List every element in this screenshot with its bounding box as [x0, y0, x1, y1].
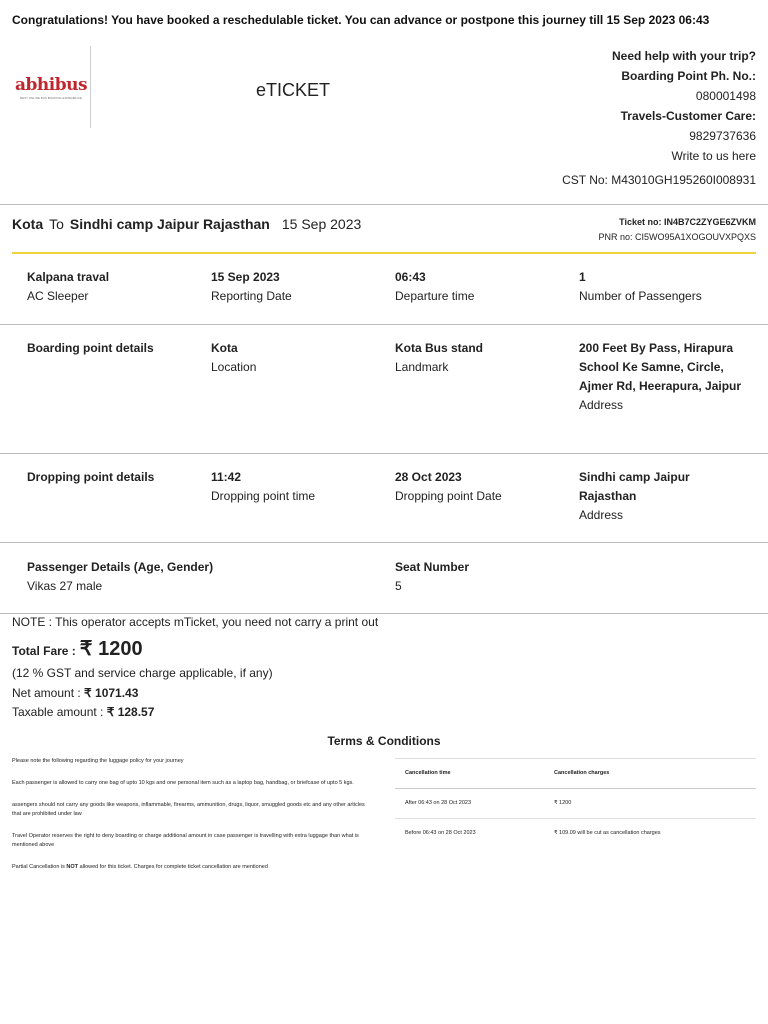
table-header: [395, 758, 756, 789]
policy-line: assengers should not carry any goods like weapons, inflammable, firearms, ammunition, drugs, liquor, smuggled goods etc and any other articles that are prohibited under law: [12, 802, 365, 817]
reporting-date-label: Reporting Date: [211, 289, 292, 303]
dropping-time-label: Dropping point time: [211, 489, 316, 503]
divider: [0, 542, 768, 543]
boarding-location: Kota: [211, 341, 238, 355]
taxable-amount: [12, 705, 154, 719]
page-title: eTICKET: [256, 80, 331, 100]
table-row: [395, 819, 756, 848]
total-fare-label: Total Fare :: [12, 644, 76, 658]
divider: [0, 453, 768, 454]
route-from: Kota: [12, 216, 44, 232]
route-summary: [12, 216, 361, 232]
passenger-count: 1: [579, 270, 586, 284]
dropping-time: 11:42: [211, 470, 242, 484]
help-panel: [562, 46, 756, 190]
partial-not: NOT: [66, 864, 79, 870]
seat-number: 5: [395, 579, 402, 593]
partial-cancellation-note: [12, 863, 374, 872]
route-to: Sindhi camp Jaipur Rajasthan: [69, 216, 270, 232]
policy-line: Each passenger is allowed to carry one bag of upto 10 kgs and one personal item such as a laptop bag, handbag, or briefcase of upto 5 kgs.: [12, 780, 354, 786]
boarding-phone[interactable]: 080001498: [695, 89, 756, 103]
ticket-number: IN4B7C2ZYGE6ZVKM: [663, 217, 756, 227]
boarding-address-label: Address: [579, 398, 624, 412]
boarding-phone-label: Boarding Point Ph. No.:: [621, 69, 756, 83]
help-heading: Need help with your trip?: [611, 49, 756, 63]
boarding-landmark: Kota Bus stand: [395, 341, 484, 355]
route-date: 15 Sep 2023: [281, 216, 362, 232]
customer-care-label: Travels-Customer Care:: [620, 109, 756, 123]
reschedule-banner: Congratulations! You have booked a reschedulable ticket. You can advance or postpone this journey till 15 Sep 2023 06:43: [12, 13, 710, 27]
dropping-address-label: Address: [579, 508, 624, 522]
table-row: [395, 789, 756, 819]
taxable-amount-value: ₹ 128.57: [106, 705, 155, 719]
write-to-us-link[interactable]: Write to us here: [671, 149, 756, 163]
dropping-date: 28 Oct 2023: [395, 470, 462, 484]
policy-line: Travel Operator reserves the right to deny boarding or charge additional amount in case passenger is travelling with extra luggage than what is mentioned above: [12, 833, 359, 848]
departure-time: 06:43: [395, 270, 426, 284]
route-to-word: To: [49, 216, 64, 232]
divider: [0, 613, 768, 614]
seat-heading: Seat Number: [395, 560, 470, 574]
cancel-time: Before 06:43 on 28 Oct 2023: [405, 830, 476, 836]
terms-title: Terms & Conditions: [327, 734, 441, 748]
passenger-details: Vikas 27 male: [27, 579, 103, 593]
mticket-note: NOTE : This operator accepts mTicket, you need not carry a print out: [12, 615, 379, 629]
customer-care-phone[interactable]: 9829737636: [689, 129, 756, 143]
pnr-number: PNR no: CI5WO95A1XOGOUVXPQXS: [598, 232, 756, 242]
logo-tagline: BEST ONLINE BUS BOOKING EXPERIENCE: [20, 95, 82, 100]
header-cancellation-charges: Cancellation charges: [554, 770, 610, 776]
cancel-charge: ₹ 1200: [554, 800, 572, 806]
partial-prefix: Partial Cancellation is: [12, 864, 67, 870]
divider: [0, 204, 768, 205]
cancellation-table: [395, 758, 756, 848]
passenger-heading: Passenger Details (Age, Gender): [27, 560, 214, 574]
abhibus-logo: [14, 52, 88, 122]
reporting-date: 15 Sep 2023: [211, 270, 280, 284]
divider: [0, 324, 768, 325]
net-amount-value: ₹ 1071.43: [84, 686, 139, 700]
net-amount: [12, 686, 138, 700]
cancel-time: After 06:43 on 28 Oct 2023: [405, 800, 472, 806]
cancel-charge: ₹ 109.09 will be cut as cancellation charges: [554, 830, 661, 836]
boarding-landmark-label: Landmark: [395, 360, 449, 374]
luggage-policy: [12, 757, 374, 885]
policy-line: Please note the following regarding the luggage policy for your journey: [12, 758, 184, 764]
logo-wordmark: abhibus: [14, 74, 88, 95]
header-cancellation-time: Cancellation time: [405, 770, 451, 776]
ticket-no-label: Ticket no:: [619, 217, 664, 227]
boarding-address: 200 Feet By Pass, Hirapura School Ke Samne, Circle, Ajmer Rd, Heerapura, Jaipur: [579, 341, 742, 393]
ticket-info: [598, 215, 756, 245]
taxable-amount-label: Taxable amount :: [12, 705, 104, 719]
header-divider: [90, 46, 91, 128]
passenger-count-label: Number of Passengers: [579, 289, 702, 303]
dropping-heading: Dropping point details: [27, 470, 155, 484]
yellow-divider: [12, 252, 756, 254]
gst-note: (12 % GST and service charge applicable, if any): [12, 666, 273, 680]
partial-suffix: allowed for this ticket. Charges for complete ticket cancellation are mentioned: [78, 864, 268, 870]
dropping-address: Sindhi camp Jaipur Rajasthan: [579, 470, 690, 503]
boarding-location-label: Location: [211, 360, 257, 374]
total-fare-amount: ₹ 1200: [79, 638, 143, 660]
net-amount-label: Net amount :: [12, 686, 81, 700]
bus-type: AC Sleeper: [27, 289, 89, 303]
operator-name: Kalpana traval: [27, 270, 110, 284]
departure-time-label: Departure time: [395, 289, 475, 303]
boarding-heading: Boarding point details: [27, 341, 154, 355]
cst-number: CST No: M43010GH195260I008931: [562, 173, 756, 187]
total-fare: [12, 636, 143, 661]
dropping-date-label: Dropping point Date: [395, 489, 502, 503]
